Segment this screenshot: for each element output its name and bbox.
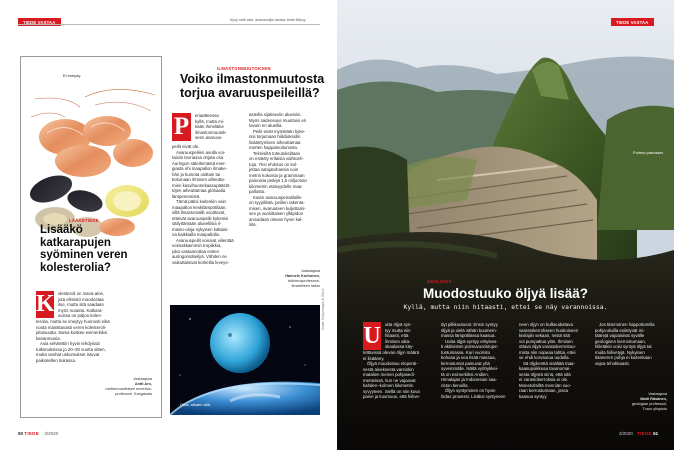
text-line: vuissa on paljon koles- xyxy=(58,313,102,318)
text-line: pallosta. xyxy=(249,189,266,194)
text-line: tä on esimerkiksi Andien, xyxy=(441,371,490,377)
text-line: paikoitellen tiukassa. xyxy=(36,357,77,363)
text-line: menteissä, kun ne vajoavat xyxy=(363,377,416,383)
brand-name-right: TIEDE xyxy=(637,431,652,436)
text-line: paine ja kuumuus, että hiilive- xyxy=(363,394,421,399)
text-line: geologisen kierrostumaan, xyxy=(595,338,646,344)
text-line: sestä aineksesta varsinkin xyxy=(363,366,414,372)
text-line: kään ihmeläike xyxy=(195,124,224,129)
text-line: Peilit eivät myöskään kyke- xyxy=(253,128,306,134)
oil-column-4 xyxy=(595,322,669,366)
text-line: syvyyteen. Siellä on niin kova xyxy=(363,388,420,394)
text-line: mien kasvihuonekaasupäästö- xyxy=(172,182,231,188)
text-line: Vastaajana xyxy=(133,377,152,381)
text-line: ei lisäänny. xyxy=(363,355,385,361)
text-line: tyy mutta niin xyxy=(385,327,411,333)
text-line: nisi torjumaan hiilidioksidin xyxy=(249,134,301,139)
text-line: Vastaajana xyxy=(648,392,667,396)
oil-subheadline: Kyllä, mutta niin hitaasti, ettei se näy varannoissa. xyxy=(403,303,608,311)
text-line: etteivät avaruuspeilit kykenisi xyxy=(172,215,229,221)
text-line: töjen aiheuttamaa globaalia xyxy=(172,188,226,193)
oil-signature xyxy=(597,392,667,412)
text-line: Auringon säteilemästä ener- xyxy=(172,160,227,166)
text-line: Sä öljykenttä sisältää maa- xyxy=(523,360,575,366)
text-line: hiiletäkin voisi syntyä öljyä tai xyxy=(595,344,652,349)
text-line: kananmunia. xyxy=(36,335,61,341)
text-line: olesteroli on rasva-aine, xyxy=(58,291,105,296)
section-tag: TIEDE VASTAA xyxy=(18,18,61,26)
brand-name: TIEDE xyxy=(24,431,40,436)
text-line: eriaatteessa xyxy=(195,113,219,118)
text-line: hidas prosessi. Lisäksi syntyneen xyxy=(441,393,506,399)
page-number: 50 xyxy=(18,431,24,436)
text-line: asteilla sijaitseviin alueisiin. xyxy=(249,112,302,117)
text-line: joka vastaanottaa eniten xyxy=(172,248,220,254)
text-line: kyllä, mutta mi- xyxy=(195,118,225,124)
text-line: utta öljyä syn- xyxy=(385,322,412,327)
text-line: Kuten avaruuspeiratiloille xyxy=(253,194,302,200)
text-line: kivilajiin sekaan, mistä sitä xyxy=(519,333,570,338)
text-line: arvioidaan olevan hyvin kal- xyxy=(249,216,303,222)
text-line: Öljyä muodostuu eloperäi- xyxy=(367,361,418,366)
text-line: dyt pilkkoutuvat. Ensin syntyy xyxy=(441,322,498,327)
text-line: vajoa tehokkaasti. xyxy=(595,360,630,366)
text-line: geologian professori, xyxy=(631,402,667,406)
text-line: vaikuttaisivat korkeilla leveys- xyxy=(172,259,229,265)
text-line: giasta ohi maapallon ilmake- xyxy=(172,166,228,171)
article-column-2 xyxy=(249,112,327,228)
text-line: taisiin teoriassa ohjata osa xyxy=(172,155,224,160)
text-line: raan kerrostumaan, jossa xyxy=(519,388,569,393)
article-headline: Voiko ilmastonmuutosta torjua avaruuspeileillä? xyxy=(180,72,325,100)
article-dropcap: P xyxy=(173,113,190,140)
text-line: kohoaa ja sea lisää massaa, xyxy=(441,355,496,360)
text-line: skaalassa käy- xyxy=(385,344,414,349)
text-line: jettaa satojatuhansia noin xyxy=(249,167,299,172)
header-note: Kysy mitä vain, asiantuntija vastaa: tiede.fi/kysy xyxy=(230,18,306,22)
text-line: sesta öljystä siinä, että sitä xyxy=(519,371,571,377)
text-line: öljyä ja vielä vähän kuumem- xyxy=(441,327,498,333)
text-line: metrin kokoisia ja grammaan xyxy=(249,172,305,178)
page-number-right: 51 xyxy=(653,431,659,436)
text-line: muita hiilivetyjä. Nykyinen xyxy=(595,349,645,355)
right-page xyxy=(337,0,674,450)
text-line: riston tienoilla. xyxy=(441,382,469,388)
photo-label: Puimut panosset xyxy=(633,150,663,155)
text-line: liita. xyxy=(249,222,257,227)
text-line: massa lämpötilassa kaasua. xyxy=(441,333,496,338)
text-line: Matti Räsänen, xyxy=(640,397,667,401)
sidebar-dropcap: K xyxy=(36,291,55,317)
article-signature xyxy=(250,269,320,289)
text-line: tutkimusprofessori, xyxy=(288,279,320,283)
text-line: merten happamoitumista. xyxy=(249,145,299,150)
text-line: Teknisiltä toteutuksiltaan xyxy=(253,150,301,156)
sidebar-intro xyxy=(58,291,154,319)
text-line: Uutta öljyä syntyy erityises- xyxy=(445,338,498,344)
oil-headline: Muodostuuko öljyä lisää? xyxy=(422,286,589,301)
text-line: hitaasti, että xyxy=(385,333,409,338)
text-line: mutta vanhat uskomukset istuvat xyxy=(36,352,100,357)
sidebar-body xyxy=(36,319,156,363)
text-line: professori, Kangasala xyxy=(115,392,152,396)
text-line: pohja-aluilla esiintyvät mi- xyxy=(595,327,645,333)
sidebar-image-label: Ei imeydy. xyxy=(63,73,82,78)
text-line: itse, mutta sitä saadaan xyxy=(58,302,104,307)
text-line: täärejä vajoaisivat syvälle xyxy=(595,333,645,338)
text-line: terolia, mutta se imeytyy huonosti eikä xyxy=(36,319,110,324)
text-line: Öljyn syntyminen on hyvin xyxy=(445,388,496,393)
text-line: kaasua syntyy. xyxy=(519,393,548,399)
text-line: tiäneeren pohja ei kuitenkaan xyxy=(595,355,652,360)
text-line: voi pumpattua ylös. Ihmisen xyxy=(519,338,573,344)
text-line: Ilmatieteen laitos xyxy=(291,284,320,288)
text-line: pitoisuutta. Sama koskee esimerkiksi xyxy=(36,330,108,335)
text-line: varastokerrokseen huokoiseen xyxy=(519,327,579,333)
text-line: ravitsemustieteen emeritus- xyxy=(105,387,152,391)
sidebar-signature xyxy=(60,377,152,397)
text-line: voimakkaimmin tropiikkia, xyxy=(172,243,222,248)
text-line: toja. Yksi ehdotus on kul- xyxy=(249,161,298,167)
sidebar-headline: Lisääkö katkarapujen syöminen veren kolesterolia? xyxy=(40,224,128,274)
text-line: lisääntymisen aiheuttamaa xyxy=(249,139,301,145)
text-line: ottava öljyä varastokerrostuo- xyxy=(519,344,576,349)
oil-intro xyxy=(385,322,433,350)
text-line: Turun yliopisto xyxy=(642,407,667,411)
text-line: Monetolmiltä menniän suo- xyxy=(519,382,572,388)
text-line: on tyypillistä, peilien rakenta- xyxy=(249,200,305,205)
text-line: Avaruuspeilit voisivat viilentää xyxy=(176,237,234,243)
text-line: neen öljyn on kulkeuduttava xyxy=(519,322,573,327)
space-mirror-illustration xyxy=(170,305,320,415)
text-line: auringonsäteilyä. Vähiten ne xyxy=(172,254,227,259)
text-line: Vastaajana xyxy=(301,269,320,273)
issue-date: 3/2020 xyxy=(44,431,59,436)
text-line: kahden–kolmen kilometrin xyxy=(363,383,414,388)
text-line: ei varastokerroksia ei ole. xyxy=(519,377,569,382)
article-kicker: ILMASTONMUUTOKSEN xyxy=(217,66,271,71)
text-line: on esitetty erilaisia vaihtoeh- xyxy=(249,156,304,161)
issue-date-right: 3/2020 xyxy=(619,431,633,436)
text-line: myös ruoasta. Katkara- xyxy=(58,307,103,313)
text-line: maapallon keskilämpötilaan, xyxy=(172,204,227,210)
right-footer xyxy=(619,431,658,436)
text-line: ilmastonmuutok- xyxy=(195,129,227,135)
text-line: tutkimuksissa jo 20–30 vuotta sitten, xyxy=(36,346,106,352)
space-image-label: Otsa, alkaen sitä. xyxy=(180,402,211,407)
oil-dropcap: U xyxy=(363,323,381,349)
text-line: Tämä pätisi kuitenkin vain xyxy=(176,199,226,204)
article-column-1 xyxy=(172,144,250,265)
text-line: syvemmälle. Näitä vyöhykkei- xyxy=(441,366,499,371)
text-line: seen avaruus- xyxy=(195,135,223,140)
sidebar-kicker: LÄÄKETIEDE xyxy=(69,218,99,223)
text-line: tavoin eri alueilla. xyxy=(249,123,283,128)
left-footer xyxy=(18,431,58,436)
text-line: kaasupoikkeaa tavanomai- xyxy=(519,366,571,371)
text-line: ti aktiivisten poimuvuoristojen xyxy=(441,344,498,349)
text-line: Himalajan ja Indonesian saa- xyxy=(441,377,498,382)
text-line: peilit eivät ole. xyxy=(172,144,200,149)
article-intro xyxy=(195,113,243,141)
text-line: Jos tämmönen happottomilla xyxy=(599,322,655,327)
oil-column-2 xyxy=(441,322,515,399)
text-line: kerrostumat painuvat yhä xyxy=(441,360,490,366)
text-line: Asia selvitettiin hyvin tehdyissä xyxy=(40,341,100,346)
geology-kicker: GEOLOGIA xyxy=(427,279,452,284)
text-line: masto-oloja nykyisen kaltaisi- xyxy=(172,226,229,232)
section-tag-right: TIEDE VASTAA xyxy=(611,18,654,26)
text-line: nosta mainittavasti veren kolesteroli- xyxy=(36,324,107,330)
text-line: Hannele Korhonen, xyxy=(285,274,320,278)
oil-column-3 xyxy=(519,322,593,399)
text-line: mista niin nopeaa tahtia, ettei xyxy=(519,349,576,355)
text-line: lämpenemistä. xyxy=(172,193,201,199)
text-line: Antti Aro, xyxy=(134,382,152,386)
text-line: kokonaan ihmisen aiheutta- xyxy=(172,177,226,182)
oil-column-1 xyxy=(363,350,437,400)
text-line: Myös sadeosuus muuttuisi eri xyxy=(249,117,307,123)
text-line: matalien merien pohjasedi- xyxy=(363,372,416,377)
text-line: na kaikkialla maapallolla. xyxy=(172,232,221,237)
text-line: misen, avaruuteen kuljettami- xyxy=(249,205,306,211)
text-line: se ehdi korvautua uudella. xyxy=(519,355,570,360)
text-line: jota elimistö muodostaa xyxy=(58,296,104,302)
header-rule xyxy=(18,24,320,25)
text-line: sen ja vuosittaisen ylläpidon xyxy=(249,211,304,216)
text-line: painoisia peilejä 1,5 miljoonan xyxy=(249,178,307,183)
text-line: Avaruuspeilien avulla voi- xyxy=(176,149,226,155)
text-line: tuntumassa. Kuri vuoristo xyxy=(441,349,491,355)
text-line: tettävissä olevan öljyn määrä xyxy=(363,350,420,355)
text-line: ihmisen aika- xyxy=(385,338,411,344)
text-line: kilometrin etäisyydelle maa- xyxy=(249,183,303,189)
text-line: säilyttämään alueellisia il- xyxy=(172,221,222,226)
text-line: sillä ilmastomallit osoittavat, xyxy=(172,210,226,215)
image-credit: Kuvat: Getty Images & iStock xyxy=(321,288,325,330)
text-line: hän ja kumota osittain tai xyxy=(172,171,221,177)
